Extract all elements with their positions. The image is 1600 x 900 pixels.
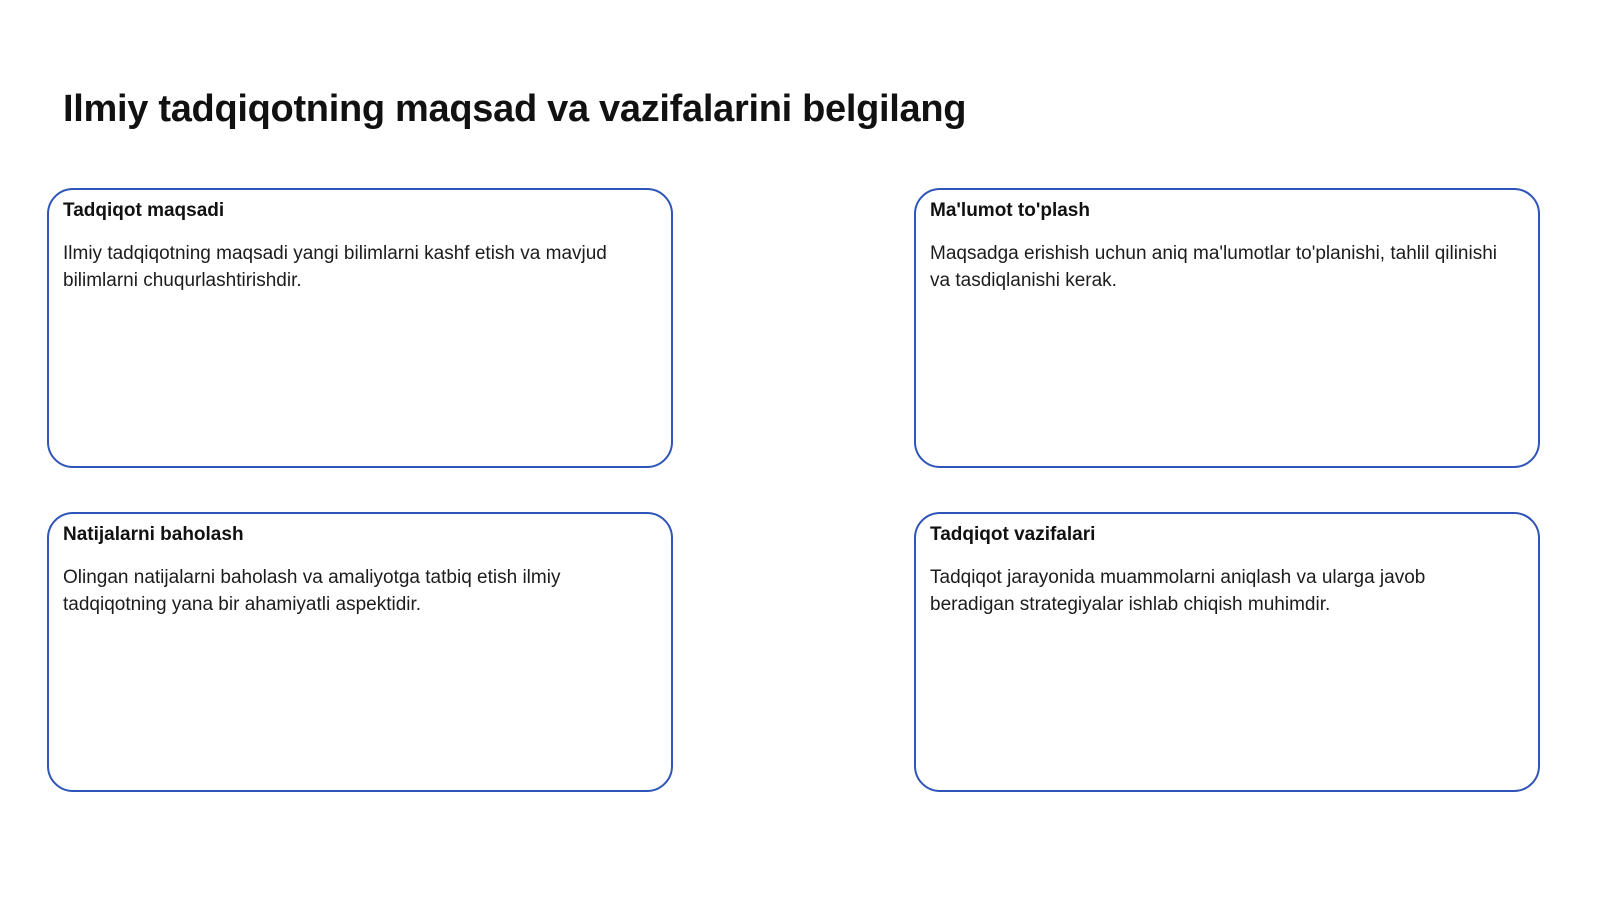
card-text: Olingan natijalarni baholash va amaliyotga tatbiq etish ilmiy tadqiqotning yana bir ahamiyatli aspektidir. xyxy=(63,567,561,615)
card-text: Tadqiqot jarayonida muammolarni aniqlash va ularga javob beradigan strategiyalar ishlab chiqish muhimdir. xyxy=(930,567,1426,615)
slide-title: Ilmiy tadqiqotning maqsad va vazifalarini belgilang xyxy=(63,88,967,130)
card-title: Ma'lumot to'plash xyxy=(930,200,1090,221)
card-title: Tadqiqot vazifalari xyxy=(930,524,1096,545)
card-research-tasks xyxy=(914,512,1540,792)
card-text: Maqsadga erishish uchun aniq ma'lumotlar to'planishi, tahlil qilinishi va tasdiqlanishi kerak. xyxy=(930,243,1498,291)
card-data-collection xyxy=(914,188,1540,468)
card-title: Tadqiqot maqsadi xyxy=(63,200,225,221)
card-title: Natijalarni baholash xyxy=(63,524,244,545)
card-research-goal xyxy=(47,188,673,468)
card-results-evaluation xyxy=(47,512,673,792)
card-text: Ilmiy tadqiqotning maqsadi yangi bilimlarni kashf etish va mavjud bilimlarni chuqurlashtirishdir. xyxy=(63,243,607,291)
